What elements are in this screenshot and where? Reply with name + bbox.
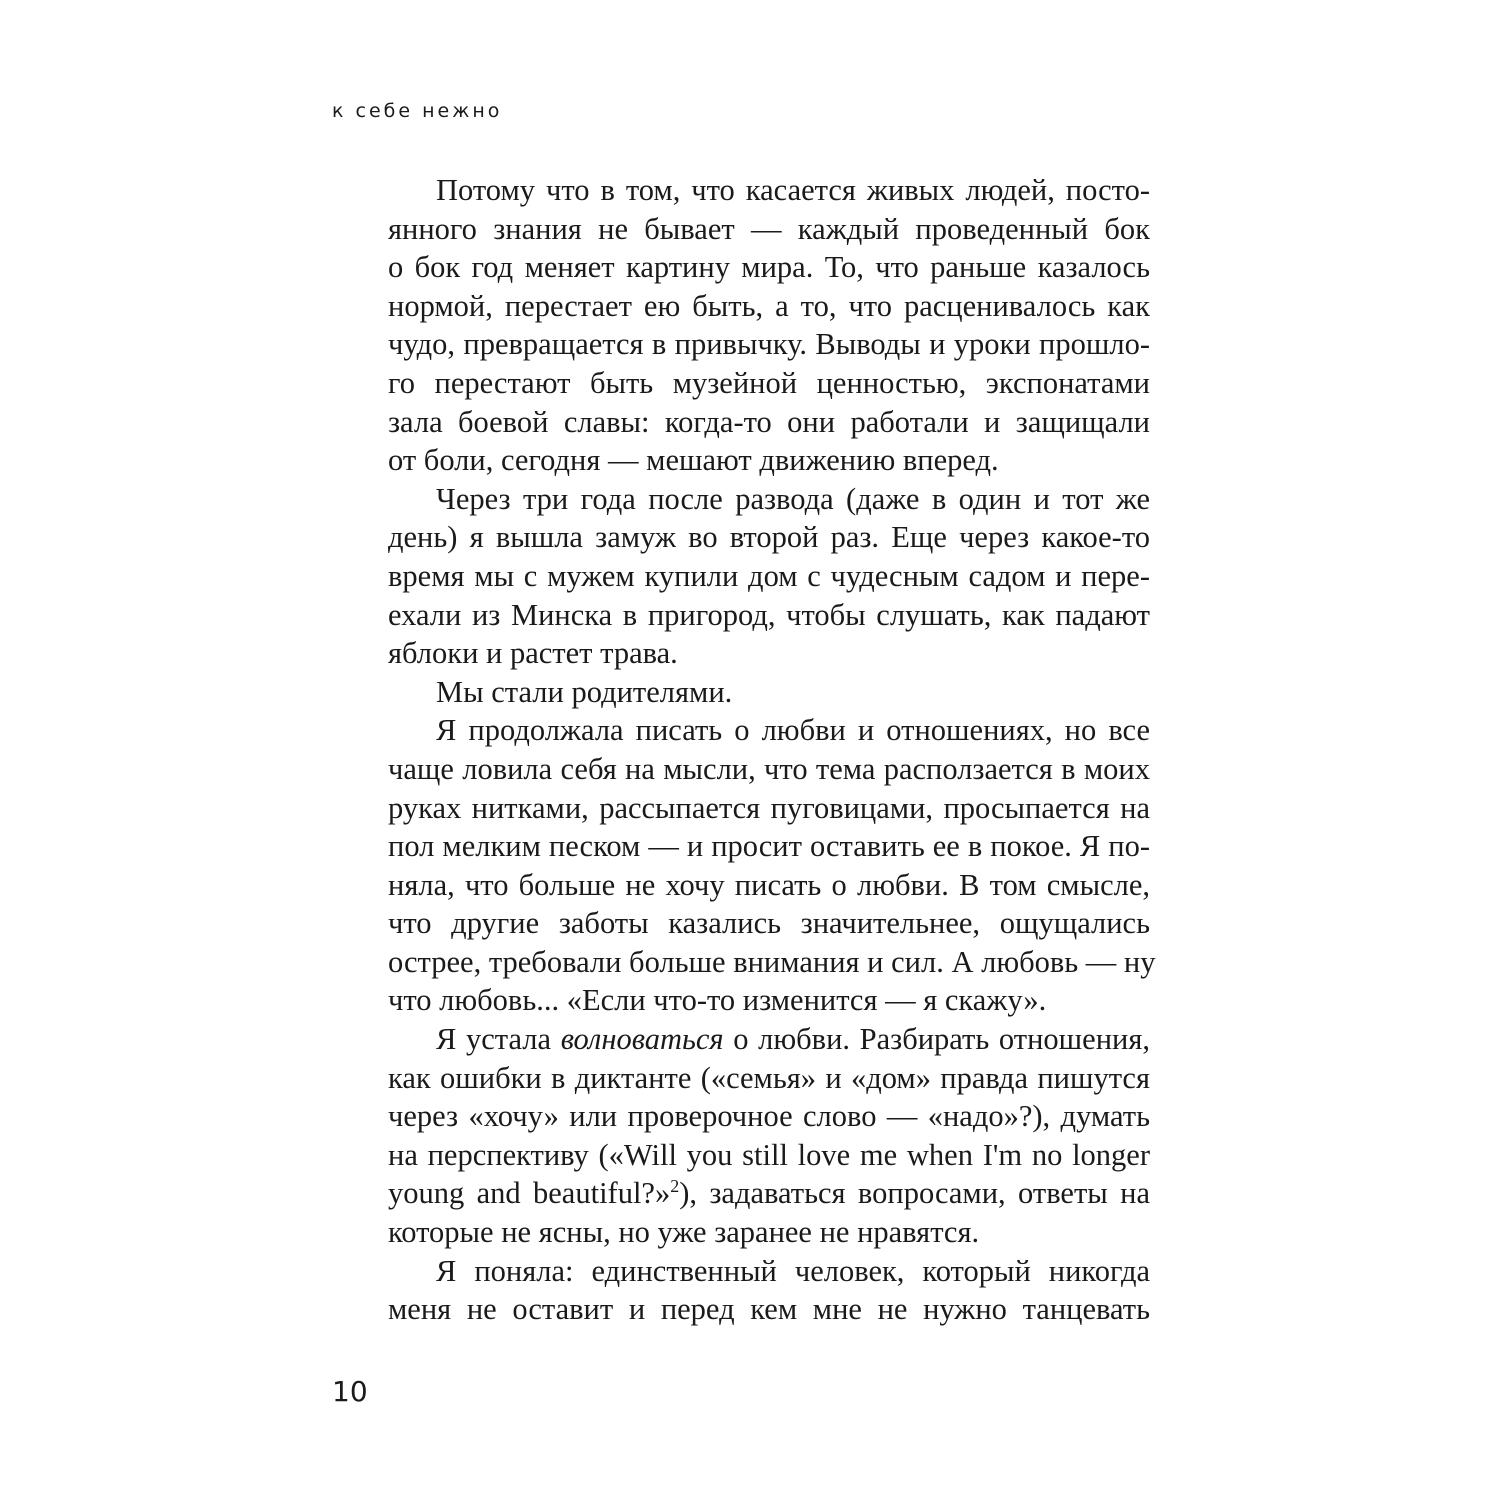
text-line (388, 1174, 1150, 1213)
text-line: день) я вышла замуж во второй раз. Еще через какое-то (388, 520, 1150, 555)
text-line: на перспективу («Will you still love me when I'm no longer (388, 1137, 1150, 1172)
running-head: к себе нежно (332, 100, 503, 122)
text-run: о любви. Разбирать отношения, (723, 1022, 1150, 1057)
text-line: чудо, превращается в привычку. Выводы и уроки прошло- (388, 327, 1150, 362)
paragraph (388, 171, 1150, 480)
text-line (388, 1020, 1150, 1059)
text-line: от боли, сегодня — мешают движению вперед. (388, 443, 999, 478)
text-line: что любовь... «Если что-то изменится — я скажу». (388, 983, 1047, 1018)
text-line: о бок год меняет картину мира. То, что раньше казалось (388, 250, 1150, 285)
italic-emphasis: волноваться (560, 1022, 724, 1057)
text-line: руках нитками, рассыпается пуговицами, просыпается на (388, 790, 1150, 825)
paragraph (388, 480, 1150, 673)
footnote-ref[interactable]: 2 (670, 1176, 680, 1197)
text-line: го перестают быть музейной ценностью, экспонатами (388, 365, 1150, 400)
text-line: чаще ловила себя на мысли, что тема расползается в моих (388, 751, 1150, 786)
text-line: меня не оставит и перед кем мне не нужно танцевать (388, 1292, 1150, 1327)
text-line: что другие заботы казались значительнее, ощущались (388, 906, 1150, 941)
text-run: ), задаваться вопросами, ответы на (679, 1176, 1150, 1211)
body-text (388, 171, 1156, 1329)
text-line: острее, требовали больше внимания и сил. А любовь — ну (388, 944, 1156, 979)
text-line: Мы стали родителями. (436, 674, 733, 709)
text-line: няла, что больше не хочу писать о любви. В том смысле, (388, 867, 1150, 902)
text-run: young and beautiful?» (388, 1176, 671, 1211)
text-line: янного знания не бывает — каждый проведенный бок (388, 211, 1150, 246)
text-run: Я устала (436, 1022, 561, 1057)
paragraph (388, 1252, 1150, 1329)
text-line: пол мелким песком — и просит оставить ее в покое. Я по- (388, 829, 1150, 864)
text-line: через «хочу» или проверочное слово — «надо»?), думать (388, 1099, 1150, 1134)
text-line: нормой, перестает ею быть, а то, что расценивалось как (388, 288, 1150, 323)
paragraph (388, 711, 1156, 1020)
text-line: Я продолжала писать о любви и отношениях, но все (436, 713, 1150, 748)
paragraph (388, 673, 1150, 712)
text-line: ехали из Минска в пригород, чтобы слушать, как падают (388, 597, 1150, 632)
text-line: как ошибки в диктанте («семья» и «дом» правда пишутся (388, 1060, 1150, 1095)
text-line: Я поняла: единственный человек, который никогда (436, 1253, 1150, 1288)
paragraph (388, 1020, 1150, 1252)
page-number: 10 (332, 1375, 368, 1408)
text-line: Потому что в том, что касается живых людей, посто- (436, 173, 1150, 207)
text-line: Через три года после развода (даже в один и тот же (436, 481, 1150, 516)
text-line: которые не ясны, но уже заранее не нравятся. (388, 1215, 980, 1250)
text-line: время мы с мужем купили дом с чудесным садом и пере- (388, 558, 1150, 593)
text-line: яблоки и растет трава. (388, 636, 678, 671)
text-line: зала боевой славы: когда-то они работали и защищали (388, 404, 1150, 439)
